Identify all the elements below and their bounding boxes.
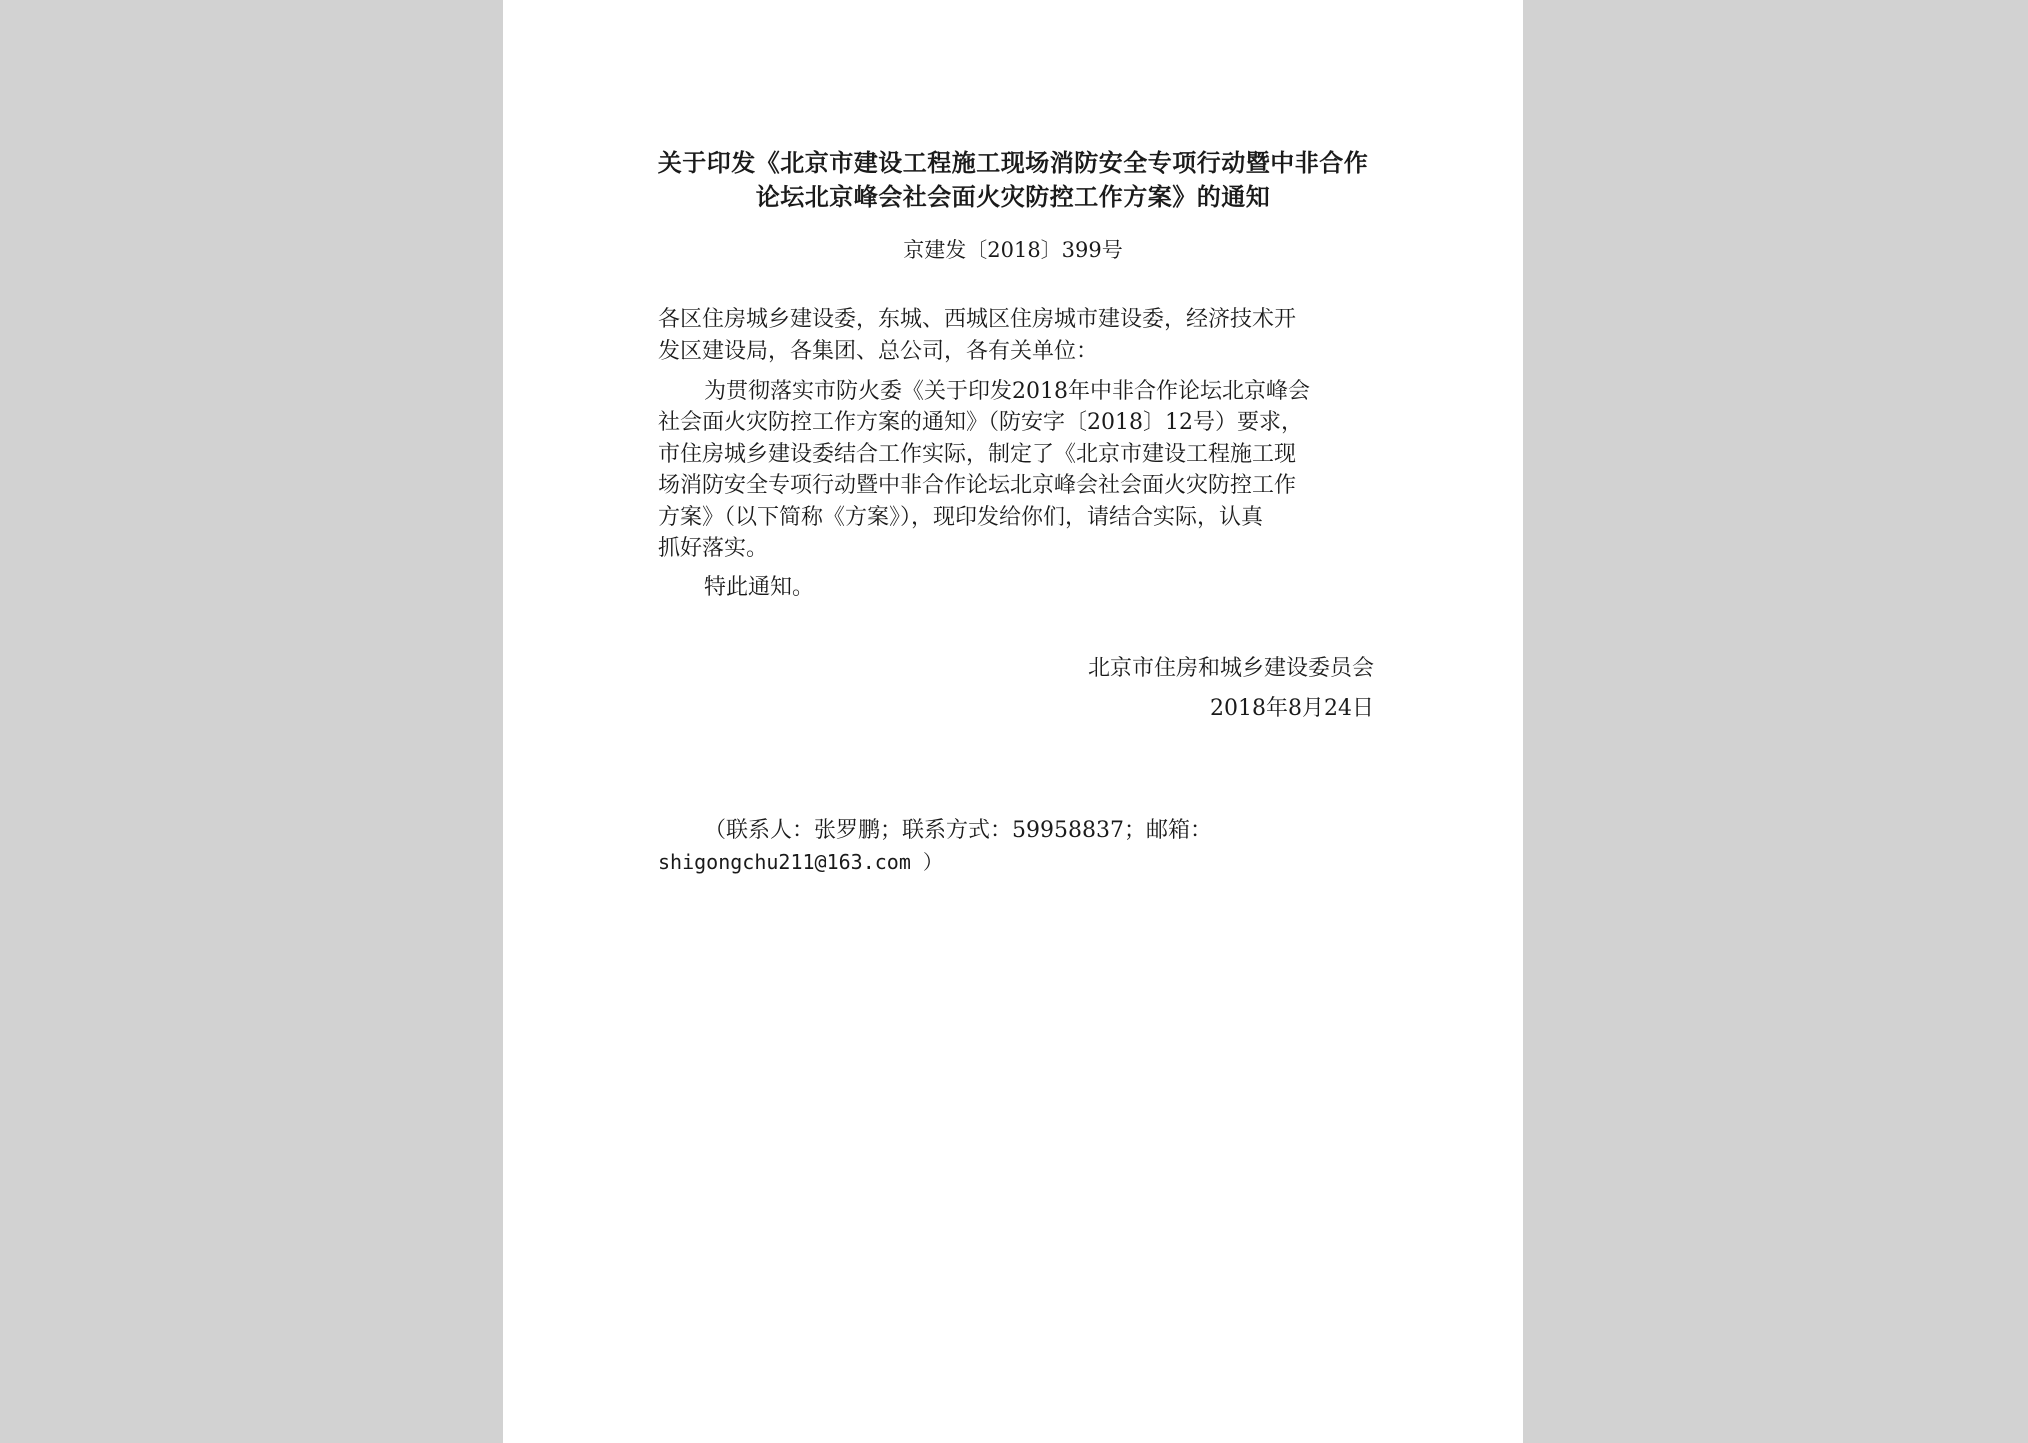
document-page bbox=[503, 0, 1523, 1443]
document-number: 京建发〔2018〕399号 bbox=[903, 238, 1123, 262]
issue-date: 2018年8月24日 bbox=[1210, 696, 1374, 721]
addressee-line-2: 发区建设局，各集团、总公司，各有关单位： bbox=[658, 339, 1099, 364]
closing-line: 特此通知。 bbox=[704, 575, 815, 600]
contact-email: shigongchu211@163.com ） bbox=[658, 850, 943, 874]
body-line-3: 市住房城乡建设委结合工作实际，制定了《北京市建设工程施工现 bbox=[658, 442, 1297, 467]
contact-line-1: （联系人：张罗鹏；联系方式：59958837；邮箱： bbox=[704, 818, 1212, 843]
body-line-5: 方案》（以下简称《方案》），现印发给你们，请结合实际，认真 bbox=[658, 505, 1264, 530]
body-line-4: 场消防安全专项行动暨中非合作论坛北京峰会社会面火灾防控工作 bbox=[658, 473, 1297, 498]
document-title-line-2: 论坛北京峰会社会面火灾防控工作方案》的通知 bbox=[755, 182, 1271, 211]
issuer-name: 北京市住房和城乡建设委员会 bbox=[1087, 656, 1374, 681]
body-line-6: 抓好落实。 bbox=[658, 536, 769, 561]
document-title-line-1: 关于印发《北京市建设工程施工现场消防安全专项行动暨中非合作 bbox=[657, 148, 1369, 177]
body-line-2: 社会面火灾防控工作方案的通知》（防安字〔2018〕12号）要求， bbox=[658, 410, 1303, 435]
addressee-line-1: 各区住房城乡建设委，东城、西城区住房城市建设委，经济技术开 bbox=[658, 307, 1297, 332]
body-line-1: 为贯彻落实市防火委《关于印发2018年中非合作论坛北京峰会 bbox=[704, 379, 1310, 404]
